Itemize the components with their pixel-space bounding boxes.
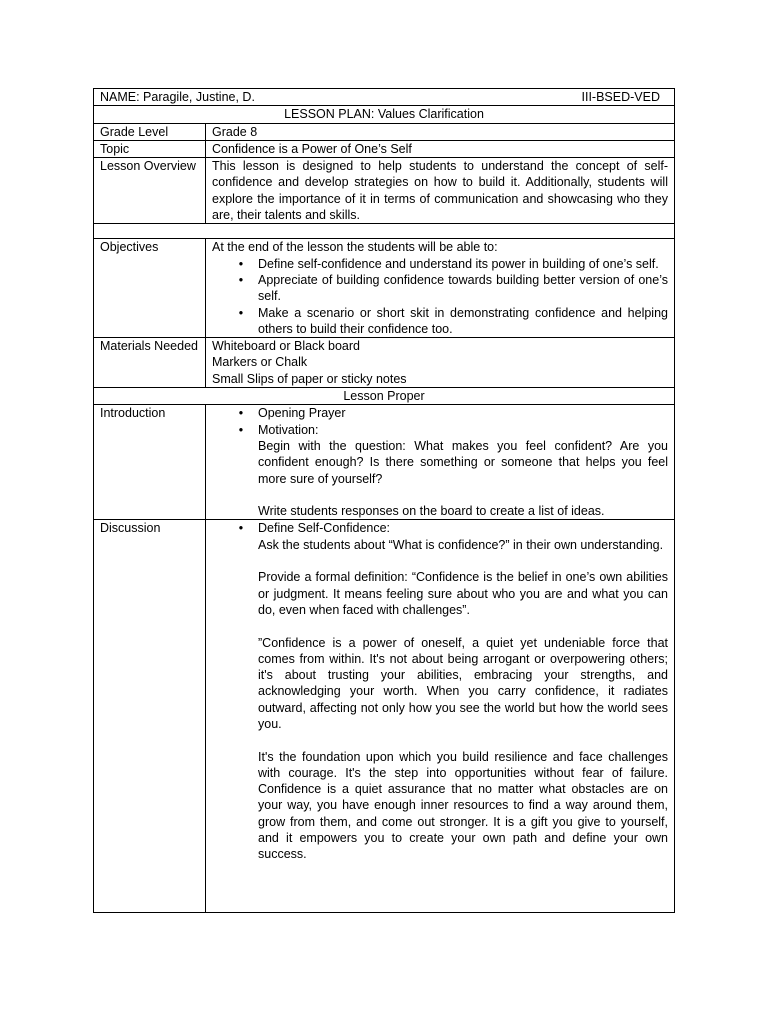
intro-text: Opening Prayer — [258, 406, 346, 421]
title-row — [94, 106, 675, 123]
objective-text: Appreciate of building confidence towards building better version of one’s self. — [258, 272, 668, 304]
bullet-dot-icon: • — [238, 256, 244, 271]
materials-label: Materials Needed — [94, 338, 206, 388]
material-item: Markers or Chalk — [212, 355, 308, 370]
topic-row — [94, 140, 675, 157]
bullet-dot-icon: • — [238, 305, 244, 320]
objective-item — [212, 256, 668, 272]
bullet-dot-icon: • — [238, 422, 244, 437]
lesson-plan-title: LESSON PLAN: Values Clarification — [94, 106, 675, 123]
overview-label: Lesson Overview — [94, 158, 206, 224]
objective-item — [212, 305, 668, 338]
paragraph-gap — [212, 732, 668, 748]
bullet-dot-icon: • — [238, 521, 244, 536]
introduction-cell — [206, 405, 675, 520]
blank-row — [94, 224, 675, 239]
name-cell — [94, 89, 675, 106]
topic-value: Confidence is a Power of One’s Self — [206, 140, 675, 157]
introduction-label: Introduction — [94, 405, 206, 520]
paragraph-gap — [212, 553, 668, 569]
objectives-list — [212, 256, 668, 337]
discussion-bullet-text: Define Self-Confidence: — [258, 521, 391, 536]
lesson-proper-heading: Lesson Proper — [94, 388, 675, 405]
topic-label: Topic — [94, 140, 206, 157]
introduction-list — [212, 405, 668, 438]
student-name: NAME: Paragile, Justine, D. — [100, 90, 255, 104]
intro-item — [212, 422, 668, 438]
discussion-label: Discussion — [94, 520, 206, 913]
discussion-list — [212, 520, 668, 536]
motivation-note: Write students responses on the board to create a list of ideas. — [258, 504, 605, 519]
objectives-cell — [206, 239, 675, 338]
objectives-intro: At the end of the lesson the students will be able to: — [212, 240, 498, 255]
intro-text: Motivation: — [258, 422, 319, 437]
blank-cell — [94, 224, 675, 239]
objective-item — [212, 272, 668, 305]
paragraph-gap — [212, 618, 668, 634]
name-row — [94, 89, 675, 106]
discussion-foundation: It's the foundation upon which you build resilience and face challenges with courage. It's the step into opportunities without fear of failure. Confidence is a quiet assurance that no matter what obstacles are on your way, you have enough inner resources to find a way around them, grow from them, and come out stronger. It is a gift you give to yourself, and it empowers you to create your own path and define your own success. — [258, 749, 668, 862]
materials-cell — [206, 338, 675, 388]
objectives-label: Objectives — [94, 239, 206, 338]
paragraph-gap — [212, 487, 668, 503]
materials-row — [94, 338, 675, 388]
grade-row — [94, 123, 675, 140]
discussion-ask: Ask the students about “What is confidence?” in their own understanding. — [258, 537, 664, 552]
bullet-dot-icon: • — [238, 406, 244, 421]
discussion-row — [94, 520, 675, 913]
section-code: III-BSED-VED — [581, 90, 660, 104]
overview-row — [94, 158, 675, 224]
material-item: Whiteboard or Black board — [212, 339, 360, 354]
introduction-row — [94, 405, 675, 520]
bullet-dot-icon: • — [238, 272, 244, 287]
overview-text: This lesson is designed to help students to understand the concept of self-confidence and develop strategies on how to build it. Additionally, students will explore the importance of it in terms of communication and showcasing who they are, their talents and skills. — [206, 158, 675, 224]
lesson-proper-row — [94, 388, 675, 405]
objective-text: Define self-confidence and understand its power in building of one’s self. — [258, 256, 659, 271]
motivation-question: Begin with the question: What makes you feel confident? Are you confident enough? Is there something or someone that helps you feel more sure of yourself? — [258, 438, 668, 486]
discussion-cell — [206, 520, 675, 913]
material-item: Small Slips of paper or sticky notes — [212, 371, 407, 386]
lesson-plan-table — [93, 88, 675, 913]
intro-item — [212, 405, 668, 421]
objectives-row — [94, 239, 675, 338]
discussion-definition: Provide a formal definition: “Confidence is the belief in one’s own abilities or judgment. It means feeling sure about who you are and what you can do, even when faced with challenges”. — [258, 570, 668, 617]
objective-text: Make a scenario or short skit in demonstrating confidence and helping others to build their confidence too. — [258, 305, 668, 336]
grade-value: Grade 8 — [206, 123, 675, 140]
discussion-quote: ”Confidence is a power of oneself, a quiet yet undeniable force that comes from within. It's not about being arrogant or overpowering others; it's about trusting your abilities, embracing your strengths, and acknowledging your worth. When you carry confidence, it radiates outward, affecting not only how you see the world but how the world sees you. — [258, 635, 668, 731]
discussion-item — [212, 520, 668, 536]
grade-label: Grade Level — [94, 123, 206, 140]
